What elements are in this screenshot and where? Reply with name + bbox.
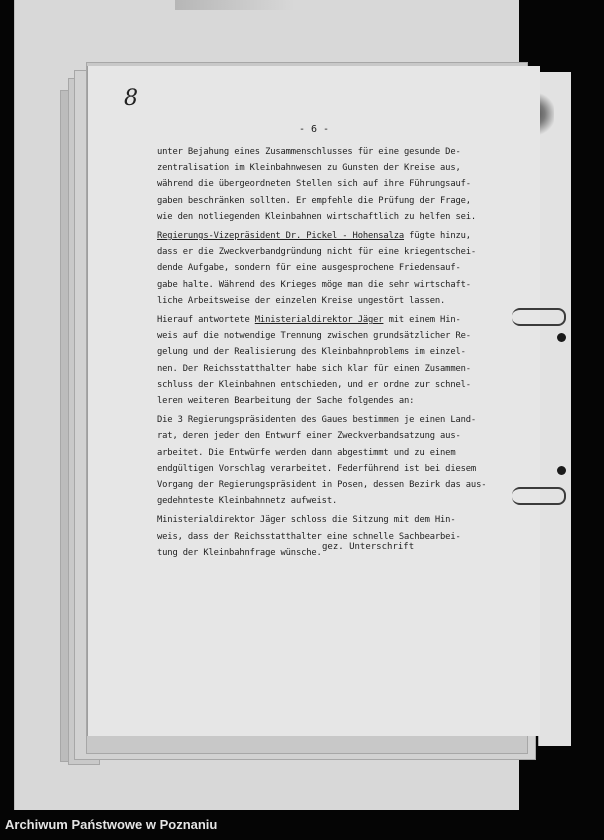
- text-line: Ministerialdirektor Jäger schloss die Sitzung mit dem Hin-: [157, 515, 456, 526]
- text-line: arbeitet. Die Entwürfe werden dann abgestimmt und zu einem: [157, 447, 456, 458]
- text-fragment: Hierauf antwortete: [157, 315, 255, 326]
- handwritten-page-number: 8: [124, 86, 138, 111]
- text-line: liche Arbeitsweise der einzelen Kreise ungestört lassen.: [157, 295, 446, 306]
- text-line: weis, dass der Reichsstatthalter eine schnelle Sachbearbei-: [157, 531, 461, 542]
- archive-credit: Archiwum Państwowe w Poznaniu: [5, 817, 218, 832]
- text-line: Vorgang der Regierungspräsident in Posen, dessen Bezirk das aus-: [157, 480, 487, 491]
- text-line: während die übergeordneten Stellen sich auf ihre Führungsauf-: [157, 179, 471, 190]
- text-fragment: fügte hinzu,: [404, 231, 471, 242]
- speaker-name: Regierungs-Vizepräsident Dr. Pickel - Hohensalza: [157, 231, 405, 242]
- text-line: weis auf die notwendige Trennung zwischen grundsätzlicher Re-: [157, 331, 471, 342]
- speaker-name: Ministerialdirektor Jäger: [254, 315, 384, 326]
- binding-strip: [538, 72, 571, 746]
- text-line: gabe halte. Während des Krieges möge man die sehr wirtschaft-: [157, 279, 471, 290]
- punch-hole: [557, 333, 566, 342]
- text-fragment: mit einem Hin-: [383, 315, 461, 326]
- text-line: tung der Kleinbahnfrage wünsche.: [157, 547, 322, 558]
- paragraph: [157, 412, 511, 509]
- paragraph: [157, 512, 511, 561]
- binder-clip: [512, 308, 566, 326]
- text-line: [157, 228, 511, 244]
- text-line: rat, deren jeder den Entwurf einer Zweckverbandsatzung aus-: [157, 431, 461, 442]
- text-line: dende Aufgabe, sondern für eine ausgesprochene Friedensauf-: [157, 263, 461, 274]
- paragraph: [157, 312, 511, 409]
- paragraph: [157, 228, 511, 309]
- text-line: gaben beschränken sollten. Er empfehle die Prüfung der Frage,: [157, 195, 471, 206]
- paragraph: [157, 144, 511, 225]
- text-line: leren weiteren Bearbeitung der Sache folgendes an:: [157, 396, 415, 407]
- text-line: endgültigen Vorschlag verarbeitet. Federführend ist bei diesem: [157, 463, 477, 474]
- binder-clip: [512, 487, 566, 505]
- text-line: wie den notliegenden Kleinbahnen wirtschaftlich zu helfen sei.: [157, 211, 477, 222]
- text-line: schluss der Kleinbahnen entschieden, und er ordne zur schnel-: [157, 379, 471, 390]
- document-page: [88, 66, 540, 736]
- document-body: [157, 144, 511, 564]
- text-line: [157, 312, 511, 328]
- text-line: nen. Der Reichsstatthalter habe sich klar für einen Zusammen-: [157, 363, 471, 374]
- punch-hole: [557, 466, 566, 475]
- text-line: Die 3 Regierungspräsidenten des Gaues bestimmen je einen Land-: [157, 415, 477, 426]
- text-line: dass er die Zweckverbandgründung nicht für eine kriegentschei-: [157, 247, 477, 258]
- text-line: gelung und der Realisierung des Kleinbahnproblems im einzel-: [157, 347, 466, 358]
- text-line: gedehnteste Kleinbahnnetz aufweist.: [157, 496, 338, 507]
- text-line: zentralisation im Kleinbahnwesen zu Gunsten der Kreise aus,: [157, 163, 461, 174]
- page-header: - 6 -: [298, 124, 330, 135]
- text-line: unter Bejahung eines Zusammenschlusses für eine gesunde De-: [157, 147, 461, 157]
- signature-line: gez. Unterschrift: [322, 542, 415, 552]
- torn-edge: [175, 0, 295, 10]
